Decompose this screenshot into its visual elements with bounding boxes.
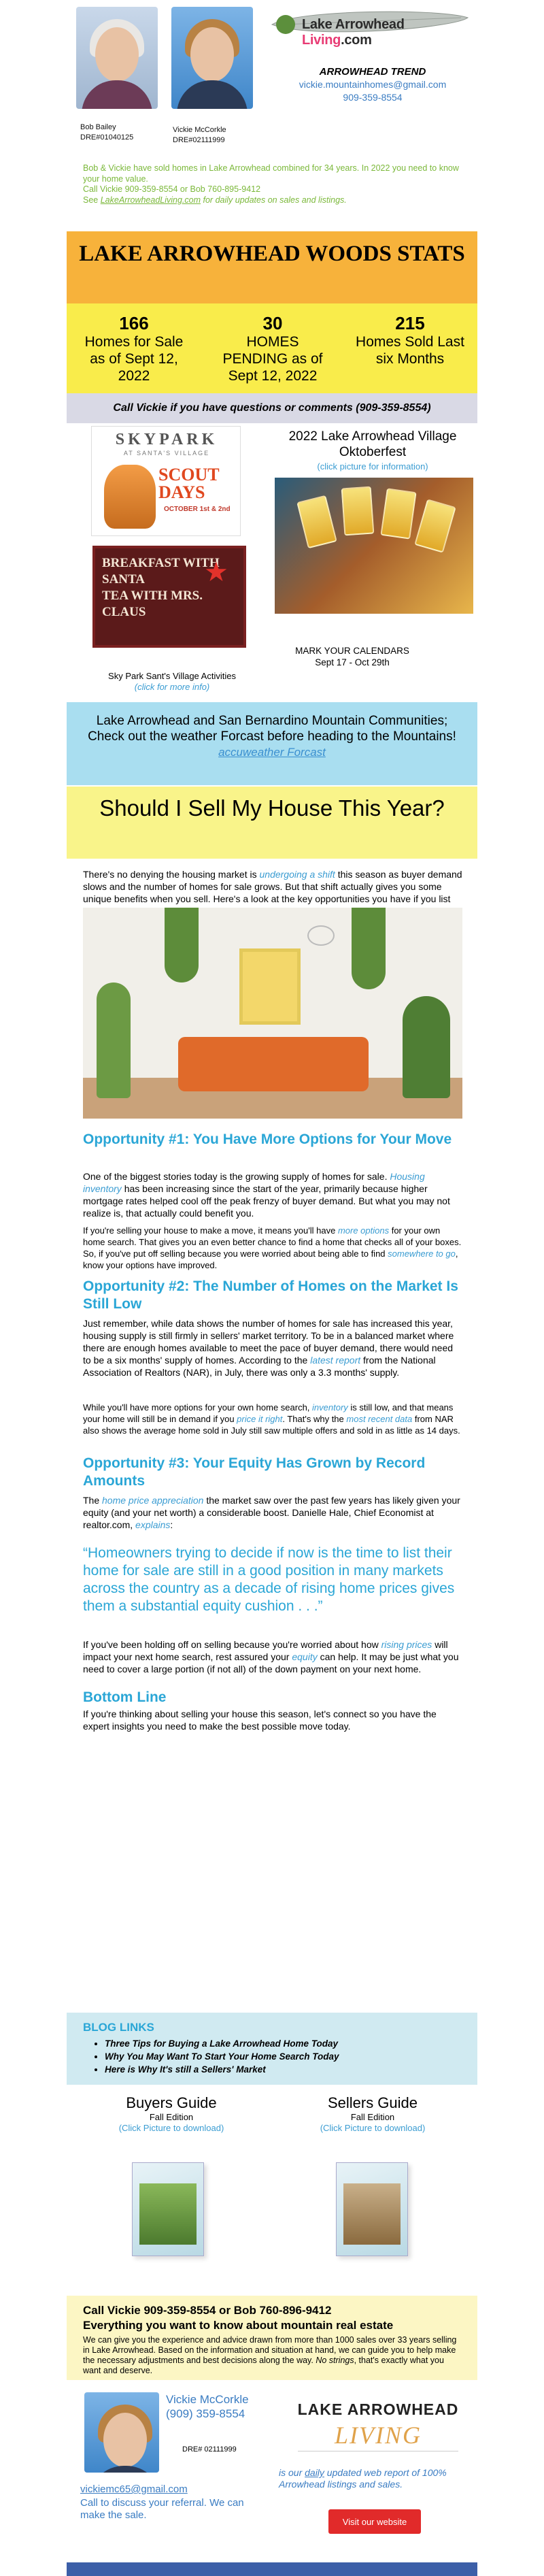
- header: [67, 0, 477, 152]
- header-phone[interactable]: 909-359-8554: [343, 92, 403, 103]
- stat-value: 215: [395, 313, 425, 333]
- skypark-subtitle: AT SANTA'S VILLAGE: [123, 450, 210, 457]
- footer-email-link[interactable]: vickiemc65@gmail.com: [80, 2483, 188, 2495]
- agent1-info: [80, 122, 133, 143]
- paragraph-7: If you're thinking about selling your house this season, let's connect so you have the expert insights you need to make the best possible move today.: [83, 1708, 437, 1732]
- footer-call-text: Call to discuss your referral. We can make the sale.: [80, 2497, 244, 2521]
- skypark-caption: [80, 671, 264, 693]
- article-body: [67, 864, 477, 2007]
- contact-description: We can give you the experience and advice drawn from more than 1000 sales over 33 years selling in Lake Arrowhead. Based on the information and situation at hand, we can guide you to help make the necessary adjustments and best decisions along the way. No strings, that's exactly what you want and deserve.: [83, 2335, 457, 2375]
- stat-value: 166: [119, 313, 149, 333]
- buyers-guide-edition: Fall Edition: [149, 2112, 194, 2122]
- paragraph-4: While you'll have more options for your own home search, inventory is still low, and that means your home will still be in demand if you price it right. That's why the most recent data from NAR also shows the average home sold in July still saw multiple offers and sold in as little as 14 days.: [83, 1402, 460, 1436]
- bottom-bar: [67, 2562, 477, 2576]
- beer-mug-icon: [380, 488, 416, 539]
- housing-inventory-link[interactable]: Housing inventory: [83, 1171, 425, 1194]
- vickie-photo: [171, 7, 253, 109]
- footer-dre: DRE# 02111999: [182, 2445, 237, 2454]
- intro-section: [67, 152, 477, 231]
- sellers-guide-title: Sellers Guide: [327, 2094, 418, 2111]
- intro-line-2: Call Vickie 909-359-8554 or Bob 760-895-9412: [83, 184, 261, 194]
- breakfast-text: BREAKFAST WITH SANTA TEA WITH MRS. CLAUS: [102, 556, 220, 619]
- heading-bottom-line: Bottom Line: [83, 1689, 167, 1705]
- oktoberfest-caption-1: MARK YOUR CALENDARS: [295, 646, 409, 656]
- blog-links-title: BLOG LINKS: [83, 2021, 154, 2034]
- agent2-name: Vickie McCorkle: [173, 126, 226, 134]
- oktoberfest-caption-2: Sept 17 - Oct 29th: [315, 657, 390, 667]
- contact-section: [67, 2296, 477, 2380]
- logo-text: Lake Arrowhead Living.com: [302, 17, 405, 48]
- footer-name: Vickie McCorkle: [166, 2393, 249, 2406]
- visit-website-button[interactable]: Visit our website: [328, 2509, 421, 2534]
- footer-logo-bottom: LIVING: [335, 2422, 422, 2449]
- call-vickie-bar: Call Vickie if you have questions or comments (909-359-8554): [67, 393, 477, 423]
- buyers-guide-cover[interactable]: [132, 2162, 204, 2256]
- price-it-right-link[interactable]: price it right: [237, 1414, 283, 1424]
- blog-links-list: [95, 2037, 339, 2076]
- stat-label: Homes for Sale as of Sept 12, 2022: [84, 334, 184, 384]
- undergoing-shift-link[interactable]: undergoing a shift: [259, 869, 335, 880]
- inventory-link[interactable]: inventory: [312, 1402, 348, 1413]
- header-email[interactable]: vickie.mountainhomes@gmail.com: [299, 79, 447, 90]
- weather-forecast-link[interactable]: accuweather Forcast: [218, 746, 326, 759]
- stat-for-sale: [76, 313, 192, 384]
- explains-link[interactable]: explains: [135, 1519, 171, 1530]
- latest-report-link[interactable]: latest report: [310, 1355, 361, 1366]
- skypark-title: SKYPARK: [115, 431, 218, 448]
- contact-phone-line: Call Vickie 909-359-8554 or Bob 760-896-9412: [83, 2304, 332, 2317]
- beer-mug-icon: [296, 495, 337, 549]
- stats-row: [67, 303, 477, 393]
- article-intro: There's no denying the housing market is undergoing a shift this season as buyer demand slows and the number of homes for sale grows. But that shift actually gives you some unique benefits when you sell. Here's a look at the key opportunities you have if you list: [83, 869, 462, 904]
- beer-mug-icon: [341, 486, 375, 536]
- oktoberfest-info-link[interactable]: (click picture for information): [317, 461, 428, 472]
- weather-section: [67, 702, 477, 785]
- sellers-guide-edition: Fall Edition: [350, 2112, 395, 2122]
- scout-days-dates: OCTOBER 1st & 2nd: [164, 506, 231, 513]
- heading-opportunity-3: Opportunity #3: Your Equity Has Grown by Record Amounts: [83, 1455, 426, 1489]
- star-icon: ★: [204, 557, 228, 587]
- bob-photo: [76, 7, 158, 109]
- buyers-guide-title: Buyers Guide: [126, 2094, 217, 2111]
- living-room-photo: [83, 908, 462, 1119]
- skypark-caption-text: Sky Park Sant's Village Activities: [108, 671, 236, 681]
- site-link[interactable]: LakeArrowheadLiving.com: [100, 195, 201, 205]
- blog-links-section: [67, 2013, 477, 2085]
- footer-logo-top: LAKE ARROWHEAD: [297, 2400, 459, 2418]
- rising-prices-link[interactable]: rising prices: [381, 1639, 432, 1650]
- footer-vickie-photo: [84, 2392, 159, 2473]
- guides-section: [67, 2085, 477, 2289]
- sellers-guide-download-link[interactable]: (Click Picture to download): [320, 2123, 426, 2133]
- oktoberfest-photo[interactable]: [275, 478, 473, 614]
- stat-sold: [352, 313, 468, 367]
- paragraph-6: If you've been holding off on selling because you're worried about how rising prices will impact your next home search, rest assured your equity can help. It may be just what you need to cover a large portion (if not all) of the down payment on your next home.: [83, 1639, 459, 1674]
- stats-title: LAKE ARROWHEAD WOODS STATS: [67, 231, 477, 303]
- footer-description: is our daily updated web report of 100% Arrowhead listings and sales.: [279, 2467, 447, 2490]
- somewhere-to-go-link[interactable]: somewhere to go: [388, 1249, 456, 1259]
- breakfast-with-santa-flyer[interactable]: [92, 546, 246, 648]
- trend-title: ARROWHEAD TREND: [319, 66, 426, 78]
- heading-opportunity-1: Opportunity #1: You Have More Options for Your Move: [83, 1132, 452, 1147]
- events-section: [67, 426, 477, 693]
- intro-text: [83, 163, 464, 205]
- most-recent-data-link[interactable]: most recent data: [346, 1414, 413, 1424]
- agent1-name: Bob Bailey: [80, 123, 116, 131]
- trend-block: [271, 65, 475, 104]
- skypark-more-info-link[interactable]: (click for more info): [134, 682, 210, 692]
- intro-line-1: Bob & Vickie have sold homes in Lake Arrowhead combined for 34 years. In 2022 you need to know your home value.: [83, 163, 459, 184]
- stat-value: 30: [262, 313, 283, 333]
- hale-quote: “Homeowners trying to decide if now is the time to list their home for sale are still in a good position in many markets across the country as a decade of rising home prices gives them a substantial equity cushion . . .”: [83, 1545, 455, 1614]
- paragraph-1: One of the biggest stories today is the growing supply of homes for sale. Housing inventory has been increasing since the start of the year, primarily because higher mortgage rates helped cool off the peak frenzy of buyer demand. But what you may not realize is, that actually could benefit you.: [83, 1171, 450, 1219]
- beer-mug-icon: [414, 499, 456, 552]
- weather-text: Lake Arrowhead and San Bernardino Mountain Communities; Check out the weather Forcast before heading to the Mountains!: [88, 714, 456, 744]
- more-options-link[interactable]: more options: [337, 1225, 390, 1236]
- agent1-dre: DRE#01040125: [80, 133, 134, 142]
- chandelier-icon: [307, 925, 335, 946]
- stat-label: Homes Sold Last six Months: [356, 334, 464, 367]
- blog-link[interactable]: • Three Tips for Buying a Lake Arrowhead Home Today: [105, 2037, 339, 2050]
- blog-link[interactable]: • Why You May Want To Start Your Home Search Today: [105, 2050, 339, 2063]
- intro-line-3: See LakeArrowheadLiving.com for daily updates on sales and listings.: [83, 195, 347, 205]
- paragraph-5: The home price appreciation the market saw over the past few years has likely given your equity (and your net worth) a considerable boost. Danielle Hale, Chief Economist at realtor.com, explains:: [83, 1495, 460, 1530]
- contact-headline: Everything you want to know about mountain real estate: [83, 2319, 394, 2332]
- fox-mascot-icon: [104, 465, 156, 529]
- skypark-flyer[interactable]: [91, 426, 241, 536]
- agent2-info: [173, 125, 226, 146]
- article-title: Should I Sell My House This Year?: [67, 787, 477, 859]
- oktoberfest-title: 2022 Lake Arrowhead Village Oktoberfest: [288, 429, 457, 459]
- footer: [67, 2380, 477, 2562]
- footer-phone[interactable]: (909) 359-8554: [166, 2407, 245, 2420]
- paragraph-2: If you're selling your house to make a move, it means you'll have more options for your own home search. That gives you an even better chance to find a home that checks all of your boxes. So, if you've put off selling because you were worried about being able to find somewhere to go, know your options have improved.: [83, 1225, 462, 1270]
- stat-pending: [215, 313, 330, 384]
- agent2-dre: DRE#02111999: [173, 136, 225, 144]
- blog-link[interactable]: • Here is Why It's still a Sellers' Market: [105, 2063, 339, 2076]
- paragraph-3: Just remember, while data shows the number of homes for sale has increased this year, housing supply is still firmly in sellers' market territory. To be in a balanced market where there are enough homes available to meet the pace of buyer demand, there would need to be a six months' supply of homes. According to the latest report from the National Association of Realtors (NAR), in July, there was only a 3.3 months' supply.: [83, 1318, 454, 1378]
- stat-label: HOMES PENDING as of Sept 12, 2022: [222, 334, 323, 384]
- equity-link[interactable]: equity: [292, 1651, 318, 1662]
- heading-opportunity-2: Opportunity #2: The Number of Homes on the Market Is Still Low: [83, 1278, 458, 1312]
- oktoberfest-caption: [271, 645, 434, 668]
- buyers-guide-download-link[interactable]: (Click Picture to download): [118, 2123, 224, 2133]
- scout-days-text: SCOUT DAYS: [158, 465, 220, 502]
- site-logo[interactable]: [269, 8, 471, 48]
- home-price-appreciation-link[interactable]: home price appreciation: [102, 1495, 204, 1506]
- sellers-guide-cover[interactable]: [336, 2162, 408, 2256]
